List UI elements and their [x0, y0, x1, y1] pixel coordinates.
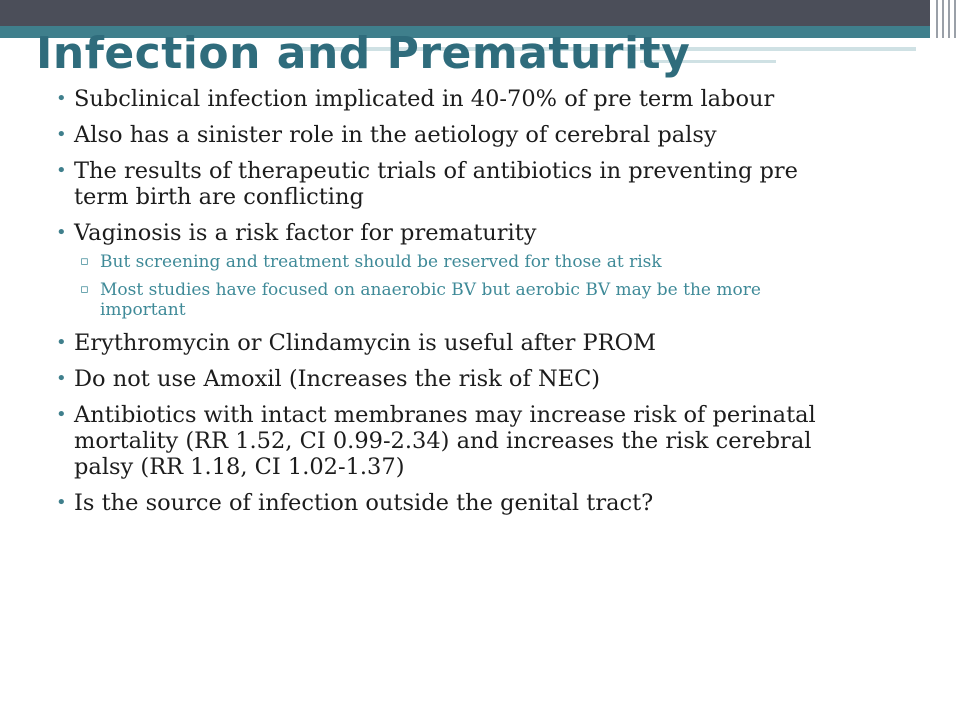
sub-bullet-text: Most studies have focused on anaerobic BV but aerobic BV may be the more important	[100, 280, 761, 320]
bullet-text: Is the source of infection outside the genital tract?	[74, 490, 654, 516]
bullet-text: The results of therapeutic trials of antibiotics in preventing pre term birth are conflicting	[74, 158, 798, 210]
bullet-item	[48, 86, 838, 112]
bullet-dot-icon: •	[56, 492, 67, 513]
bullet-item	[48, 220, 838, 320]
bullet-item	[48, 366, 838, 392]
sub-bullet-list	[74, 252, 838, 320]
bullet-text: Also has a sinister role in the aetiology of cerebral palsy	[74, 122, 717, 148]
bullet-text: Vaginosis is a risk factor for prematurity	[74, 220, 537, 246]
sub-bullet-item	[74, 252, 838, 272]
bullet-dot-icon: •	[56, 332, 67, 353]
bullet-dot-icon: •	[56, 404, 67, 425]
bullet-item	[48, 330, 838, 356]
bullet-dot-icon: •	[56, 160, 67, 181]
bullet-item	[48, 402, 838, 480]
bullet-item	[48, 490, 838, 516]
square-bullet-icon: ▫	[80, 254, 89, 269]
bullet-text: Subclinical infection implicated in 40-70% of pre term labour	[74, 86, 775, 112]
slide-content	[48, 86, 838, 526]
bullet-text: Do not use Amoxil (Increases the risk of NEC)	[74, 366, 601, 392]
bullet-text: Antibiotics with intact membranes may increase risk of perinatal mortality (RR 1.52, CI 0.99-2.34) and increases the risk cerebral palsy (RR 1.18, CI 1.02-1.37)	[74, 402, 816, 480]
header-bar	[0, 0, 930, 26]
bullet-dot-icon: •	[56, 124, 67, 145]
square-bullet-icon: ▫	[80, 282, 89, 297]
bullet-item	[48, 158, 838, 210]
edge-stripes	[930, 0, 960, 38]
bullet-dot-icon: •	[56, 222, 67, 243]
bullet-list	[48, 86, 838, 516]
bullet-item	[48, 122, 838, 148]
bullet-dot-icon: •	[56, 88, 67, 109]
sub-bullet-text: But screening and treatment should be reserved for those at risk	[100, 252, 662, 272]
sub-bullet-item	[74, 280, 838, 320]
bullet-dot-icon: •	[56, 368, 67, 389]
bullet-text: Erythromycin or Clindamycin is useful after PROM	[74, 330, 657, 356]
slide-title: Infection and Prematurity	[36, 28, 691, 79]
